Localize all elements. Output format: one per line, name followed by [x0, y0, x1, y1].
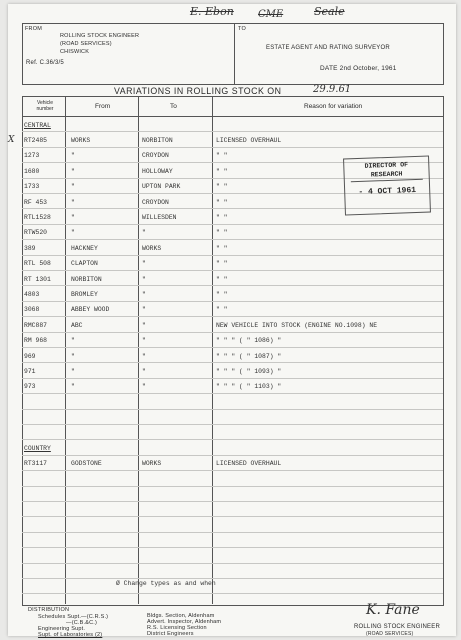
reason-cell: " ": [216, 276, 228, 283]
vehicle-cell: RMC887: [24, 322, 48, 329]
vehicle-cell: 1273: [24, 152, 40, 159]
from-cell: NORBITON: [71, 276, 102, 283]
vehicle-cell: 973: [24, 383, 36, 390]
reason-cell: " ": [216, 306, 228, 313]
reason-cell: NEW VEHICLE INTO STOCK (ENGINE NO.1098) NE: [216, 322, 378, 329]
ruled-line: [22, 409, 443, 410]
margin-mark: X: [8, 135, 15, 145]
to-cell: ": [142, 291, 146, 298]
column-divider-1: [65, 96, 66, 604]
vehicle-cell: RTW520: [24, 229, 48, 236]
dist-right-3: R.S. Licensing Section: [147, 625, 207, 631]
reason-cell: " ": [216, 260, 228, 267]
to-cell: HOLLOWAY: [142, 168, 173, 175]
ruled-line: [22, 239, 443, 240]
ruled-line: [22, 455, 443, 456]
from-line-3: CHISWICK: [60, 49, 90, 55]
to-cell: CROYDON: [142, 152, 169, 159]
column-divider-3: [212, 96, 213, 604]
from-cell: BROMLEY: [71, 291, 98, 298]
reason-cell: " " " ( " 1093) ": [216, 368, 282, 375]
ruled-line: [22, 224, 443, 225]
vehicle-cell: COUNTRY: [24, 445, 51, 452]
signature: K. Fane: [366, 602, 420, 618]
ruled-line: [22, 131, 443, 132]
from-cell: ": [71, 337, 75, 344]
ruled-line: [22, 362, 443, 363]
reason-cell: " ": [216, 152, 228, 159]
from-line-1: ROLLING STOCK ENGINEER: [60, 33, 140, 39]
dist-left-4: Supt. of Laboratories (2): [38, 632, 103, 638]
from-line-2: (ROAD SERVICES): [60, 41, 112, 47]
title-date: 29.9.61: [313, 84, 352, 95]
from-cell: ": [71, 214, 75, 221]
from-cell: ABC: [71, 322, 83, 329]
col-header-to: To: [170, 103, 177, 110]
ruled-line: [22, 147, 443, 148]
ruled-line: [22, 424, 443, 425]
ruled-line: [22, 486, 443, 487]
to-cell: WILLESDEN: [142, 214, 177, 221]
document-title: VARIATIONS IN ROLLING STOCK ON: [114, 86, 282, 96]
reason-cell: " ": [216, 245, 228, 252]
from-cell: ": [71, 383, 75, 390]
dist-left-2: —(C.B.&C.): [66, 620, 98, 626]
dist-right-2: Advert. Inspector, Aldenham: [147, 619, 222, 625]
vehicle-cell: 969: [24, 353, 36, 360]
footnote: Ø Change types as and when: [116, 580, 216, 587]
vehicle-cell: 971: [24, 368, 36, 375]
ruled-line: [22, 501, 443, 502]
reason-cell: " ": [216, 168, 228, 175]
reason-cell: LICENSED OVERHAUL: [216, 137, 282, 144]
ruled-line: [22, 347, 443, 348]
from-cell: ": [71, 353, 75, 360]
document-page: [8, 4, 456, 636]
reason-cell: " ": [216, 199, 228, 206]
vehicle-cell: RF 453: [24, 199, 48, 206]
ref-number: Ref. C.36/3/5: [26, 60, 64, 66]
column-divider-2: [138, 96, 139, 604]
ruled-line: [22, 547, 443, 548]
distribution-label: DISTRIBUTION: [28, 607, 70, 613]
signature-subtitle: (ROAD SERVICES): [366, 631, 414, 637]
vehicle-cell: RTL 508: [24, 260, 51, 267]
vehicle-cell: 3068: [24, 306, 40, 313]
ruled-line: [22, 378, 443, 379]
dist-right-1: Bldgs. Section, Aldenham: [147, 613, 215, 619]
from-cell: WORKS: [71, 137, 91, 144]
vehicle-cell: RM 968: [24, 337, 48, 344]
ruled-line: [22, 532, 443, 533]
to-cell: ": [142, 383, 146, 390]
col-header-vehicle: Vehicle number: [36, 100, 54, 112]
dist-left-1: Schedules Supt.—(C.R.S.): [38, 614, 109, 620]
reason-cell: " ": [216, 214, 228, 221]
ruled-line: [22, 255, 443, 256]
ruled-line: [22, 470, 443, 471]
stamp-line-2: RESEARCH: [370, 170, 403, 179]
ruled-line: [22, 439, 443, 440]
dist-right-4: District Engineers: [147, 631, 194, 637]
from-cell: HACKNEY: [71, 245, 98, 252]
vehicle-cell: RT2485: [24, 137, 48, 144]
ruled-line: [22, 593, 443, 594]
to-cell: WORKS: [142, 245, 162, 252]
reason-cell: " ": [216, 229, 228, 236]
handwritten-mark-2: CME: [258, 9, 284, 20]
col-header-from: From: [95, 103, 111, 110]
to-cell: ": [142, 337, 146, 344]
vehicle-cell: 1733: [24, 183, 40, 190]
ruled-line: [22, 285, 443, 286]
to-cell: ": [142, 260, 146, 267]
ruled-line: [22, 516, 443, 517]
vehicle-cell: 1680: [24, 168, 40, 175]
from-cell: CLAPTON: [71, 260, 98, 267]
to-cell: WORKS: [142, 460, 162, 467]
from-cell: ": [71, 168, 75, 175]
ruled-line: [22, 563, 443, 564]
handwritten-mark-1: E. Ebon: [190, 5, 234, 18]
dist-left-3: Engineering Supt.: [38, 626, 86, 632]
ruled-line: [22, 332, 443, 333]
handwritten-mark-3: Seale: [314, 5, 345, 18]
to-cell: ": [142, 229, 146, 236]
to-cell: ": [142, 368, 146, 375]
stamp-line-1: DIRECTOR OF: [364, 161, 409, 170]
vehicle-cell: 389: [24, 245, 36, 252]
to-label: TO: [238, 26, 246, 32]
from-cell: GODSTONE: [71, 460, 102, 467]
vehicle-cell: RTL1528: [24, 214, 51, 221]
from-cell: ": [71, 152, 75, 159]
reason-cell: LICENSED OVERHAUL: [216, 460, 282, 467]
from-cell: ABBEY WOOD: [71, 306, 110, 313]
received-stamp: [343, 156, 431, 216]
to-line: ESTATE AGENT AND RATING SURVEYOR: [266, 45, 390, 51]
vehicle-cell: 4803: [24, 291, 40, 298]
vehicle-cell: CENTRAL: [24, 122, 51, 129]
vehicle-cell: RT3117: [24, 460, 48, 467]
ruled-line: [22, 301, 443, 302]
ruled-line: [22, 578, 443, 579]
col-header-reason: Reason for variation: [304, 103, 363, 110]
reason-cell: " ": [216, 291, 228, 298]
stamp-date: - 4 OCT 1961: [358, 185, 417, 197]
reason-cell: " " " ( " 1087) ": [216, 353, 282, 360]
to-cell: ": [142, 276, 146, 283]
from-cell: ": [71, 199, 75, 206]
reason-cell: " ": [216, 183, 228, 190]
reason-cell: " " " ( " 1086) ": [216, 337, 282, 344]
signature-title: ROLLING STOCK ENGINEER: [354, 624, 440, 630]
to-cell: ": [142, 306, 146, 313]
vehicle-cell: RT 1301: [24, 276, 51, 283]
reason-cell: " " " ( " 1103) ": [216, 383, 282, 390]
to-cell: ": [142, 322, 146, 329]
from-cell: ": [71, 368, 75, 375]
from-cell: ": [71, 183, 75, 190]
ruled-line: [22, 270, 443, 271]
from-cell: ": [71, 229, 75, 236]
document-date: DATE 2nd October, 1961: [320, 65, 397, 72]
from-label: FROM: [25, 26, 42, 32]
ruled-line: [22, 316, 443, 317]
to-cell: NORBITON: [142, 137, 173, 144]
to-cell: ": [142, 353, 146, 360]
ruled-line: [22, 393, 443, 394]
to-cell: CROYDON: [142, 199, 169, 206]
to-cell: UPTON PARK: [142, 183, 181, 190]
